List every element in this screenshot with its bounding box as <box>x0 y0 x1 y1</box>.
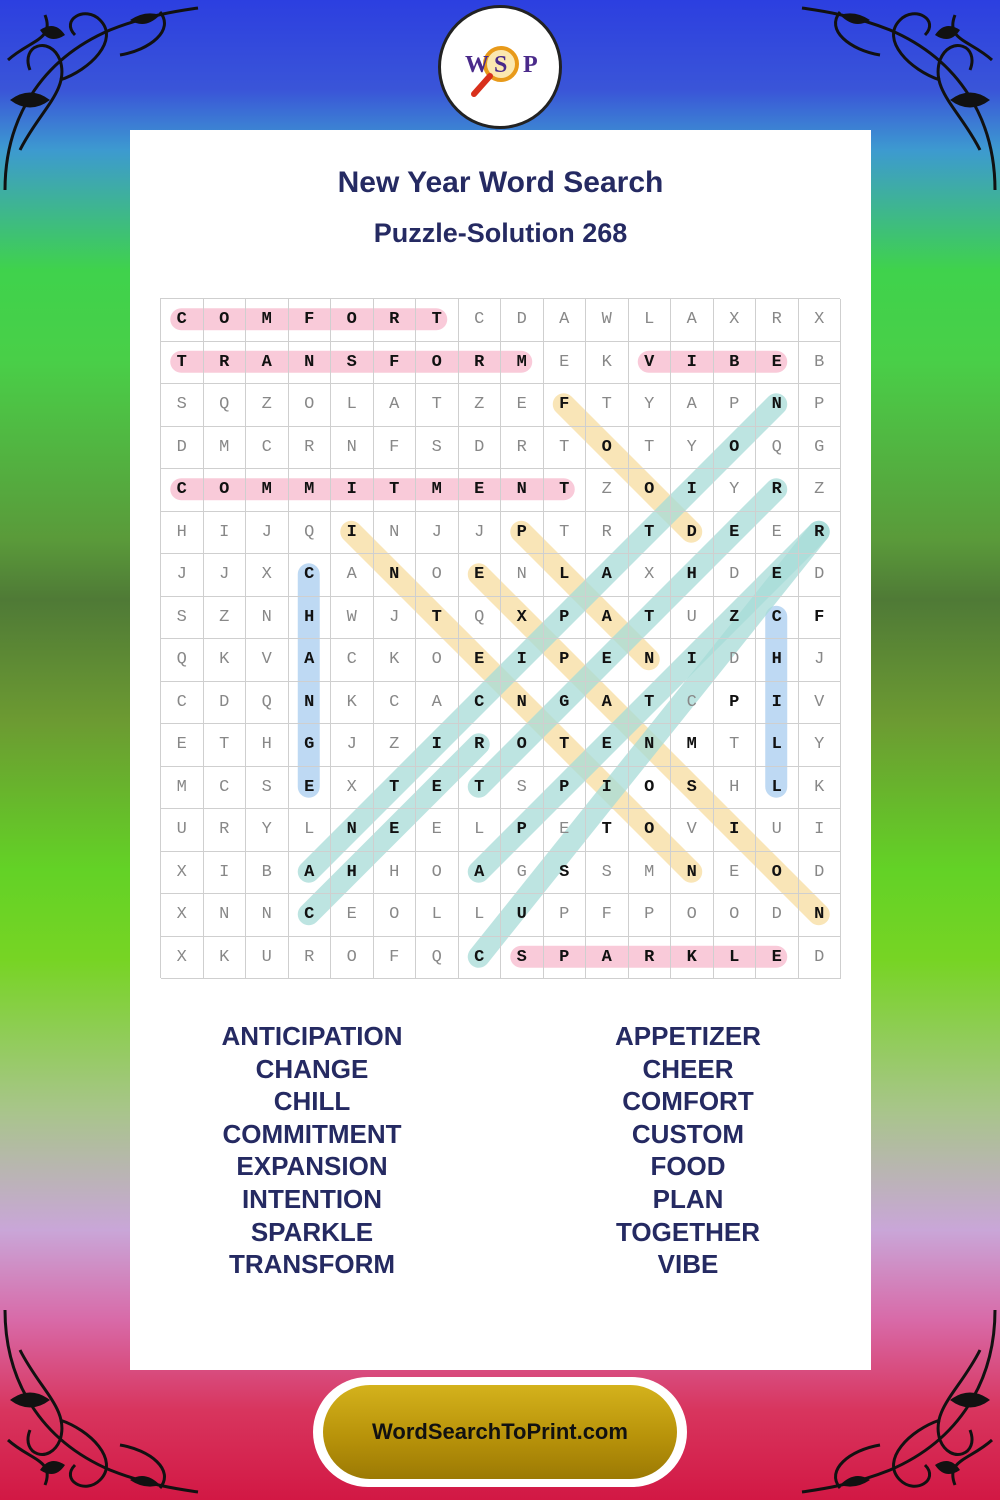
grid-cell[interactable]: F <box>289 299 332 342</box>
grid-cell[interactable]: A <box>671 384 714 427</box>
grid-cell[interactable]: T <box>586 384 629 427</box>
page-title: New Year Word Search <box>337 166 664 199</box>
word-list-right <box>528 1020 848 1281</box>
word-list-item: CUSTOM <box>631 1118 745 1149</box>
grid-cell[interactable]: B <box>246 852 289 895</box>
grid-cell[interactable]: X <box>629 554 672 597</box>
grid-cell[interactable]: Z <box>459 384 502 427</box>
grid-cell[interactable]: U <box>671 597 714 640</box>
grid-cell[interactable]: E <box>714 512 757 555</box>
grid-cell[interactable]: L <box>544 554 587 597</box>
word-list-item: EXPANSION <box>236 1151 388 1182</box>
grid-cell[interactable]: A <box>289 852 332 895</box>
grid-cell[interactable]: D <box>714 639 757 682</box>
grid-cell[interactable]: D <box>799 852 842 895</box>
grid-cell[interactable]: M <box>161 767 204 810</box>
grid-cell[interactable]: R <box>289 937 332 980</box>
grid-cell[interactable]: Y <box>799 724 842 767</box>
grid-cell[interactable]: O <box>416 342 459 385</box>
grid-cell[interactable]: G <box>289 724 332 767</box>
grid-cell[interactable]: X <box>501 597 544 640</box>
grid-cell[interactable]: E <box>416 767 459 810</box>
grid-cell[interactable]: C <box>459 937 502 980</box>
grid-cell[interactable]: S <box>586 852 629 895</box>
grid-cell[interactable]: U <box>501 894 544 937</box>
word-list-item: SPARKLE <box>250 1216 374 1247</box>
grid-cell[interactable]: O <box>629 767 672 810</box>
grid-cell[interactable]: M <box>671 724 714 767</box>
grid-cell[interactable]: L <box>459 809 502 852</box>
grid-cell[interactable]: O <box>756 852 799 895</box>
grid-cell[interactable]: A <box>586 937 629 980</box>
grid-cell[interactable]: S <box>161 597 204 640</box>
grid-cell[interactable]: T <box>629 597 672 640</box>
grid-cell[interactable]: Q <box>459 597 502 640</box>
grid-cell[interactable]: L <box>756 724 799 767</box>
grid-cell[interactable]: L <box>459 894 502 937</box>
grid-cell[interactable]: A <box>331 554 374 597</box>
grid-cell[interactable]: M <box>629 852 672 895</box>
grid-cell[interactable]: Z <box>714 597 757 640</box>
word-list-item: CHEER <box>642 1053 734 1084</box>
grid-cell[interactable]: X <box>331 767 374 810</box>
grid-cell[interactable]: H <box>671 554 714 597</box>
grid-cell[interactable]: I <box>671 342 714 385</box>
grid-cell[interactable]: S <box>501 767 544 810</box>
grid-cell[interactable]: S <box>501 937 544 980</box>
word-search-grid <box>160 298 840 978</box>
grid-cell[interactable]: O <box>501 724 544 767</box>
grid-cell[interactable]: C <box>374 682 417 725</box>
grid-cell[interactable]: X <box>246 554 289 597</box>
grid-cell[interactable]: T <box>459 767 502 810</box>
grid-cell[interactable]: M <box>289 469 332 512</box>
grid-cell[interactable]: E <box>756 937 799 980</box>
grid-cell[interactable]: O <box>204 469 247 512</box>
grid-cell[interactable]: Q <box>246 682 289 725</box>
grid-cell[interactable]: P <box>544 937 587 980</box>
grid-cell[interactable]: J <box>331 724 374 767</box>
grid-cell[interactable]: P <box>714 682 757 725</box>
grid-cell[interactable]: P <box>544 597 587 640</box>
grid-cell[interactable]: L <box>629 299 672 342</box>
grid-cell[interactable]: S <box>671 767 714 810</box>
grid-cell[interactable]: T <box>416 597 459 640</box>
word-list-item: COMFORT <box>622 1086 754 1117</box>
grid-cell[interactable]: U <box>246 937 289 980</box>
grid-cell[interactable]: K <box>586 342 629 385</box>
grid-cell[interactable]: N <box>501 469 544 512</box>
grid-cell[interactable]: E <box>459 469 502 512</box>
grid-cell[interactable]: Z <box>586 469 629 512</box>
grid-cell[interactable]: L <box>756 767 799 810</box>
grid-cell[interactable]: R <box>204 809 247 852</box>
grid-cell[interactable]: Y <box>671 427 714 470</box>
grid-cell[interactable]: V <box>799 682 842 725</box>
grid-cell[interactable]: V <box>671 809 714 852</box>
grid-cell[interactable]: C <box>459 299 502 342</box>
grid-cell[interactable]: N <box>501 682 544 725</box>
grid-cell[interactable]: D <box>714 554 757 597</box>
grid-cell[interactable]: N <box>374 512 417 555</box>
grid-cell[interactable]: B <box>799 342 842 385</box>
grid-cell[interactable]: Q <box>289 512 332 555</box>
grid-cell[interactable]: F <box>374 427 417 470</box>
grid-cell[interactable]: T <box>161 342 204 385</box>
word-list-item: TRANSFORM <box>228 1249 396 1280</box>
grid-cell[interactable]: I <box>799 809 842 852</box>
grid-cell[interactable]: T <box>629 682 672 725</box>
word-list-item: TOGETHER <box>616 1216 760 1247</box>
grid-cell[interactable]: D <box>204 682 247 725</box>
grid-cell[interactable]: X <box>161 852 204 895</box>
grid-cell[interactable]: M <box>501 342 544 385</box>
grid-cell[interactable]: C <box>161 469 204 512</box>
grid-cell[interactable]: D <box>161 427 204 470</box>
grid-cell[interactable]: E <box>714 852 757 895</box>
grid-cell[interactable]: A <box>289 639 332 682</box>
grid-cell[interactable]: H <box>714 767 757 810</box>
word-search-grid-area <box>160 298 840 978</box>
word-list-item: COMMITMENT <box>222 1118 402 1149</box>
grid-cell[interactable]: K <box>671 937 714 980</box>
grid-cell[interactable]: C <box>161 299 204 342</box>
grid-cell[interactable]: U <box>756 809 799 852</box>
grid-cell[interactable]: B <box>714 342 757 385</box>
grid-cell[interactable]: N <box>331 427 374 470</box>
grid-cell[interactable]: H <box>289 597 332 640</box>
grid-cell[interactable]: E <box>161 724 204 767</box>
grid-cell[interactable]: W <box>331 597 374 640</box>
grid-cell[interactable]: J <box>416 512 459 555</box>
grid-cell[interactable]: O <box>204 299 247 342</box>
grid-cell[interactable]: K <box>204 639 247 682</box>
grid-cell[interactable]: E <box>374 809 417 852</box>
grid-cell[interactable]: D <box>671 512 714 555</box>
grid-cell[interactable]: E <box>756 342 799 385</box>
grid-cell[interactable]: J <box>459 512 502 555</box>
grid-cell[interactable]: V <box>246 639 289 682</box>
grid-cell[interactable]: E <box>756 554 799 597</box>
grid-cell[interactable]: J <box>374 597 417 640</box>
grid-cell[interactable]: M <box>246 299 289 342</box>
grid-cell[interactable]: I <box>714 809 757 852</box>
grid-cell[interactable]: D <box>459 427 502 470</box>
grid-cell[interactable]: N <box>629 639 672 682</box>
grid-cell[interactable]: R <box>586 512 629 555</box>
grid-cell[interactable]: Q <box>161 639 204 682</box>
grid-cell[interactable]: L <box>331 384 374 427</box>
grid-cell[interactable]: Y <box>629 384 672 427</box>
grid-cell[interactable]: T <box>204 724 247 767</box>
grid-cell[interactable]: C <box>289 894 332 937</box>
grid-cell[interactable]: E <box>459 554 502 597</box>
grid-cell[interactable]: F <box>374 937 417 980</box>
grid-cell[interactable]: P <box>799 384 842 427</box>
site-logo[interactable] <box>438 5 562 129</box>
grid-cell[interactable]: Q <box>756 427 799 470</box>
grid-cell[interactable]: Y <box>246 809 289 852</box>
grid-cell[interactable]: L <box>714 937 757 980</box>
grid-cell[interactable]: S <box>544 852 587 895</box>
grid-cell[interactable]: R <box>756 469 799 512</box>
grid-cell[interactable]: Q <box>204 384 247 427</box>
grid-cell[interactable]: E <box>756 512 799 555</box>
grid-cell[interactable]: R <box>459 342 502 385</box>
grid-cell[interactable]: O <box>416 852 459 895</box>
grid-cell[interactable]: N <box>289 342 332 385</box>
grid-cell[interactable]: T <box>629 512 672 555</box>
grid-cell[interactable]: G <box>544 682 587 725</box>
grid-cell[interactable]: A <box>586 682 629 725</box>
grid-cell[interactable]: L <box>289 809 332 852</box>
grid-cell[interactable]: V <box>629 342 672 385</box>
grid-cell[interactable]: O <box>714 427 757 470</box>
grid-cell[interactable]: K <box>331 682 374 725</box>
grid-cell[interactable]: L <box>416 894 459 937</box>
logo-letter-s: S <box>494 52 508 78</box>
grid-cell[interactable]: A <box>459 852 502 895</box>
grid-cell[interactable]: M <box>204 427 247 470</box>
word-list-item: CHANGE <box>255 1053 369 1084</box>
grid-cell[interactable]: T <box>544 427 587 470</box>
grid-cell[interactable]: F <box>544 384 587 427</box>
grid-cell[interactable]: E <box>416 809 459 852</box>
grid-cell[interactable]: C <box>671 682 714 725</box>
grid-cell[interactable]: D <box>799 937 842 980</box>
grid-cell[interactable]: Z <box>374 724 417 767</box>
grid-cell[interactable]: Q <box>416 937 459 980</box>
grid-cell[interactable]: I <box>501 639 544 682</box>
grid-cell[interactable]: Z <box>204 597 247 640</box>
grid-cell[interactable]: H <box>331 852 374 895</box>
grid-cell[interactable]: Y <box>714 469 757 512</box>
grid-cell[interactable]: N <box>374 554 417 597</box>
grid-cell[interactable]: T <box>416 299 459 342</box>
grid-cell[interactable]: J <box>246 512 289 555</box>
grid-cell[interactable]: P <box>544 639 587 682</box>
grid-cell[interactable]: G <box>799 427 842 470</box>
grid-cell[interactable]: X <box>161 937 204 980</box>
grid-cell[interactable]: K <box>204 937 247 980</box>
grid-cell[interactable]: T <box>416 384 459 427</box>
word-list-item: APPETIZER <box>615 1021 761 1051</box>
grid-cell[interactable]: A <box>246 342 289 385</box>
grid-cell[interactable]: E <box>544 342 587 385</box>
grid-cell[interactable]: N <box>501 554 544 597</box>
grid-cell[interactable]: R <box>204 342 247 385</box>
footer-site-link[interactable]: WordSearchToPrint.com <box>323 1385 677 1479</box>
grid-cell[interactable]: T <box>374 469 417 512</box>
grid-cell[interactable]: T <box>374 767 417 810</box>
grid-cell[interactable]: J <box>161 554 204 597</box>
grid-cell[interactable]: T <box>544 512 587 555</box>
grid-cell[interactable]: C <box>204 767 247 810</box>
grid-cell[interactable]: R <box>629 937 672 980</box>
grid-cell[interactable]: H <box>161 512 204 555</box>
grid-cell[interactable]: N <box>756 384 799 427</box>
grid-cell[interactable]: I <box>331 469 374 512</box>
grid-cell[interactable]: R <box>756 299 799 342</box>
word-list-left <box>152 1020 472 1281</box>
grid-cell[interactable]: S <box>331 342 374 385</box>
grid-cell[interactable]: M <box>246 469 289 512</box>
logo-letter-w: W <box>465 52 489 78</box>
grid-cell[interactable]: O <box>331 299 374 342</box>
grid-cell[interactable]: S <box>246 767 289 810</box>
grid-cell[interactable]: N <box>204 894 247 937</box>
grid-cell[interactable]: J <box>799 639 842 682</box>
grid-cell[interactable]: Z <box>246 384 289 427</box>
grid-cell[interactable]: N <box>289 682 332 725</box>
grid-cell[interactable]: U <box>161 809 204 852</box>
grid-cell[interactable]: I <box>416 724 459 767</box>
grid-cell[interactable]: O <box>374 894 417 937</box>
grid-cell[interactable]: G <box>501 852 544 895</box>
grid-cell[interactable]: P <box>629 894 672 937</box>
word-list-item: INTENTION <box>241 1183 383 1214</box>
grid-cell[interactable]: H <box>246 724 289 767</box>
grid-cell[interactable]: R <box>501 427 544 470</box>
grid-cell[interactable]: O <box>289 384 332 427</box>
grid-cell[interactable]: T <box>586 809 629 852</box>
grid-cell[interactable]: E <box>459 639 502 682</box>
grid-cell[interactable]: O <box>714 894 757 937</box>
grid-cell[interactable]: P <box>501 512 544 555</box>
grid-cell[interactable]: E <box>544 809 587 852</box>
grid-cell[interactable]: O <box>416 554 459 597</box>
word-list-item: FOOD <box>650 1151 726 1182</box>
grid-cell[interactable]: X <box>799 299 842 342</box>
grid-cell[interactable]: C <box>331 639 374 682</box>
grid-cell[interactable]: P <box>544 894 587 937</box>
grid-cell[interactable]: C <box>246 427 289 470</box>
grid-cell[interactable]: N <box>246 894 289 937</box>
puzzle-card <box>130 130 871 1370</box>
word-list-item: VIBE <box>657 1249 719 1280</box>
grid-cell[interactable]: I <box>671 469 714 512</box>
footer-banner[interactable] <box>313 1377 687 1487</box>
grid-cell[interactable]: D <box>501 299 544 342</box>
grid-cell[interactable]: O <box>671 894 714 937</box>
grid-cell[interactable]: E <box>501 384 544 427</box>
grid-cell[interactable]: W <box>586 299 629 342</box>
grid-cell[interactable]: I <box>331 512 374 555</box>
grid-cell[interactable]: A <box>416 682 459 725</box>
grid-cell[interactable]: E <box>331 894 374 937</box>
grid-cell[interactable]: E <box>586 639 629 682</box>
grid-cell[interactable]: Z <box>799 469 842 512</box>
grid-cell[interactable]: T <box>544 469 587 512</box>
grid-cell[interactable]: N <box>246 597 289 640</box>
grid-cell[interactable]: O <box>629 809 672 852</box>
logo-letter-p: P <box>523 52 538 78</box>
word-list-item: CHILL <box>273 1086 351 1117</box>
grid-cell[interactable]: O <box>586 427 629 470</box>
grid-cell[interactable]: K <box>374 639 417 682</box>
grid-cell[interactable]: F <box>799 597 842 640</box>
magnifier-icon <box>441 8 559 126</box>
grid-cell[interactable]: O <box>331 937 374 980</box>
grid-cell[interactable]: A <box>671 299 714 342</box>
grid-cell[interactable]: N <box>629 724 672 767</box>
grid-cell[interactable]: T <box>629 427 672 470</box>
grid-cell[interactable]: I <box>756 682 799 725</box>
grid-cell[interactable]: X <box>714 299 757 342</box>
grid-cell[interactable]: R <box>799 512 842 555</box>
grid-cell[interactable]: M <box>416 469 459 512</box>
grid-cell[interactable]: J <box>204 554 247 597</box>
grid-cell[interactable]: T <box>544 724 587 767</box>
grid-cell[interactable]: P <box>544 767 587 810</box>
grid-cell[interactable]: C <box>459 682 502 725</box>
grid-cell[interactable]: I <box>671 639 714 682</box>
grid-cell[interactable]: C <box>289 554 332 597</box>
grid-cell[interactable]: X <box>161 894 204 937</box>
grid-cell[interactable]: K <box>799 767 842 810</box>
grid-cell[interactable]: A <box>374 384 417 427</box>
word-list-item: ANTICIPATION <box>221 1021 403 1051</box>
grid-cell[interactable]: P <box>714 384 757 427</box>
grid-cell[interactable]: I <box>586 767 629 810</box>
grid-cell[interactable]: T <box>714 724 757 767</box>
grid-cell[interactable]: A <box>586 554 629 597</box>
grid-cell[interactable]: C <box>756 597 799 640</box>
grid-cell[interactable]: H <box>756 639 799 682</box>
grid-cell[interactable]: I <box>204 512 247 555</box>
grid-cell[interactable]: C <box>161 682 204 725</box>
grid-cell[interactable]: E <box>586 724 629 767</box>
grid-cell[interactable]: R <box>289 427 332 470</box>
grid-cell[interactable]: S <box>416 427 459 470</box>
grid-cell[interactable]: D <box>799 554 842 597</box>
grid-cell[interactable]: O <box>416 639 459 682</box>
grid-cell[interactable]: D <box>756 894 799 937</box>
grid-cell[interactable]: S <box>161 384 204 427</box>
page-subtitle: Puzzle-Solution 268 <box>373 218 628 248</box>
grid-cell[interactable]: N <box>331 809 374 852</box>
grid-cell[interactable]: F <box>374 342 417 385</box>
grid-cell[interactable]: N <box>671 852 714 895</box>
grid-cell[interactable]: A <box>586 597 629 640</box>
grid-cell[interactable]: O <box>629 469 672 512</box>
grid-cell[interactable]: I <box>204 852 247 895</box>
grid-cell[interactable]: F <box>586 894 629 937</box>
grid-cell[interactable]: H <box>374 852 417 895</box>
grid-cell[interactable]: R <box>374 299 417 342</box>
word-list-item: PLAN <box>652 1183 724 1214</box>
grid-cell[interactable]: P <box>501 809 544 852</box>
grid-cell[interactable]: N <box>799 894 842 937</box>
grid-cell[interactable]: A <box>544 299 587 342</box>
grid-cell[interactable]: E <box>289 767 332 810</box>
grid-cell[interactable]: R <box>459 724 502 767</box>
